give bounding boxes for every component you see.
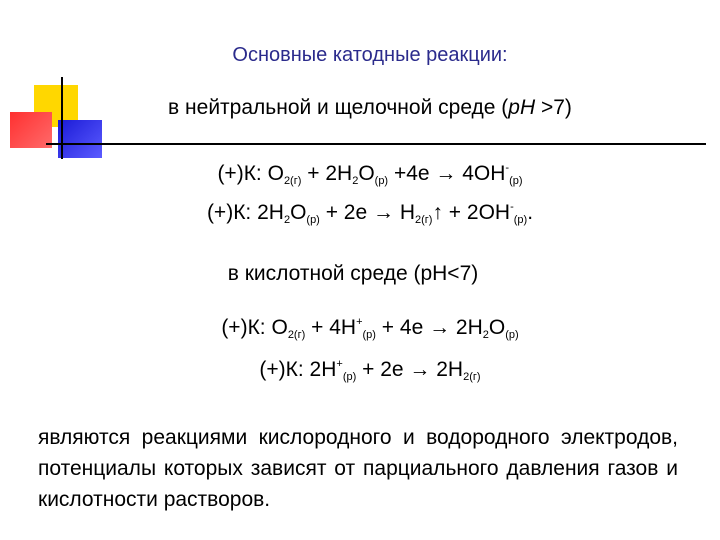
eq-sub: (р): [362, 329, 376, 341]
eq-part: (+)К: 2Н: [259, 358, 337, 381]
eq-part: + 4е → 2Н: [375, 316, 483, 339]
eq-sub: (р): [342, 371, 357, 383]
eq-sub: (р): [306, 214, 320, 226]
eq-sub: 2(г): [463, 371, 481, 383]
conclusion-paragraph: являются реакциями кислородного и водородного электродов, потенциалы которых зависят от парциального давления газов и кислотности растворов.: [38, 426, 678, 511]
eq-sup: +: [356, 316, 363, 328]
eq-part: +4е → 4ОН: [388, 162, 506, 185]
eq-part: О: [488, 316, 506, 339]
eq-sub: (р): [374, 175, 389, 187]
eq-part: + 2е → Н: [319, 201, 415, 224]
neutral-medium-heading: [0, 96, 720, 120]
eq-sub: 2: [283, 214, 291, 226]
eq-sub: (р): [509, 175, 523, 187]
eq-sub: (р): [513, 214, 528, 226]
equation-neutral-2: [0, 201, 720, 226]
eq-part: О: [290, 201, 307, 224]
eq-part: + 2е → 2Н: [356, 358, 464, 381]
eq-sub: 2: [352, 175, 359, 187]
eq-part: .: [527, 201, 534, 224]
eq-part: + 2Н: [301, 162, 353, 185]
eq-sup: -: [505, 162, 510, 174]
eq-sub: (р): [505, 329, 519, 341]
slide-title: Основные катодные реакции:: [232, 44, 508, 66]
eq-sub: 2: [482, 329, 489, 341]
eq-part: (+)К: О: [221, 316, 288, 339]
decor-horizontal-line: [46, 143, 706, 145]
equation-acidic-1: [0, 316, 720, 341]
eq-sup: -: [510, 201, 514, 213]
equation-acidic-2: [0, 358, 720, 383]
eq-part: (+)К: 2Н: [206, 201, 284, 224]
acidic-medium-heading: в кислотной среде (рН<7): [227, 262, 479, 285]
ph-label: pH: [508, 96, 536, 119]
eq-part: + 4Н: [305, 316, 357, 339]
eq-sub: 2(г): [287, 329, 306, 341]
eq-part: (+)К: О: [217, 162, 284, 185]
eq-sub: 2(г): [415, 214, 433, 226]
eq-part: ↑ + 2ОН: [432, 201, 511, 224]
eq-part: О: [358, 162, 375, 185]
eq-sup: +: [336, 358, 343, 370]
equation-neutral-1: [0, 162, 720, 187]
neutral-prefix: в нейтральной и щелочной среде (: [168, 96, 509, 119]
eq-sub: 2(г): [283, 175, 302, 187]
decor-blue-square: [58, 120, 102, 158]
neutral-suffix: >7): [535, 96, 572, 119]
